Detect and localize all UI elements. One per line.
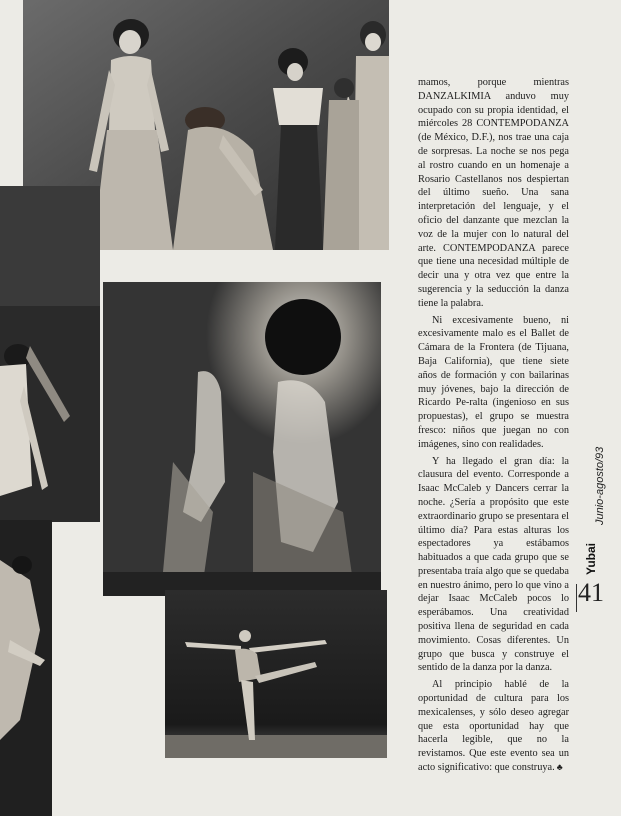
end-mark-icon: ♣ — [556, 762, 563, 773]
page-number-rule — [576, 584, 577, 612]
dancer-bottom-left-photo — [0, 520, 52, 816]
article-paragraph-text: Al principio hablé de la oportunidad de cultura para los mexicalenses, y sólo deseo agregar que esta oportunidad hay que hacerla legible, que no la revistamos. Que este evento sea un acto significativo: que construya. — [418, 679, 569, 774]
dancers-eclipse-photo — [103, 282, 381, 596]
article-paragraph: Ni excesivamente bueno, ni excesivamente malo es el Ballet de Cámara de la Frontera (de Tijuana, Baja California), que tiene siete años de formación y con bailarinas muy jóvenes, bajo la dirección de Ricardo Pe-ralta (ingenioso en sus propuestas), el grupo se muestra fresco: niños que juegan no con imágenes, sino con realidades. — [418, 314, 569, 450]
article-column — [418, 76, 569, 778]
article-paragraph: Y ha llegado el gran día: la clausura del evento. Corresponde a Isaac McCaleb y Dancers cerrar la noche. ¿Sería a propósito que este extraordinario grupo se presentara el último día? Para estas alturas los espectadores ya estábamos habituados a que cada grupo que se presentaba traía algo que se quedaba en nuestro ánimo, pero lo que vino a dejar Isaac McCaleb pocos lo esperábamos. Una creatividad positiva llena de seguridad en cada movimiento. Cosas diferentes. Un grupo que busca y construye el sentido de la danza por la danza. — [418, 455, 569, 674]
magazine-name: Yubai — [584, 542, 598, 575]
issue-date: Junio-agosto/93 — [594, 446, 606, 525]
dancer-left-photo — [0, 186, 100, 522]
article-paragraph-last — [418, 678, 569, 775]
article-paragraph: mamos, porque mientras DANZALKIMIA anduvo muy ocupado con su propia identidad, el miércoles 28 CONTEMPODANZA (de México, D.F.), nos trae una caja de sorpresas. La noche se nos pega al rostro cuando en un homenaje a Rosario Castellanos nos despiertan del último sueño. Una sana interpretación del lenguaje, y el oficio del danzante que mezclan la voz de la mujer con lo natural del arte. CONTEMPODANZA parece que tiene una necesidad múltiple de decir una y otra vez que entre la sugerencia y la seducción la danza tiene la palabra. — [418, 77, 569, 309]
solo-dancer-photo — [165, 590, 387, 758]
page-number: 41 — [578, 578, 604, 607]
